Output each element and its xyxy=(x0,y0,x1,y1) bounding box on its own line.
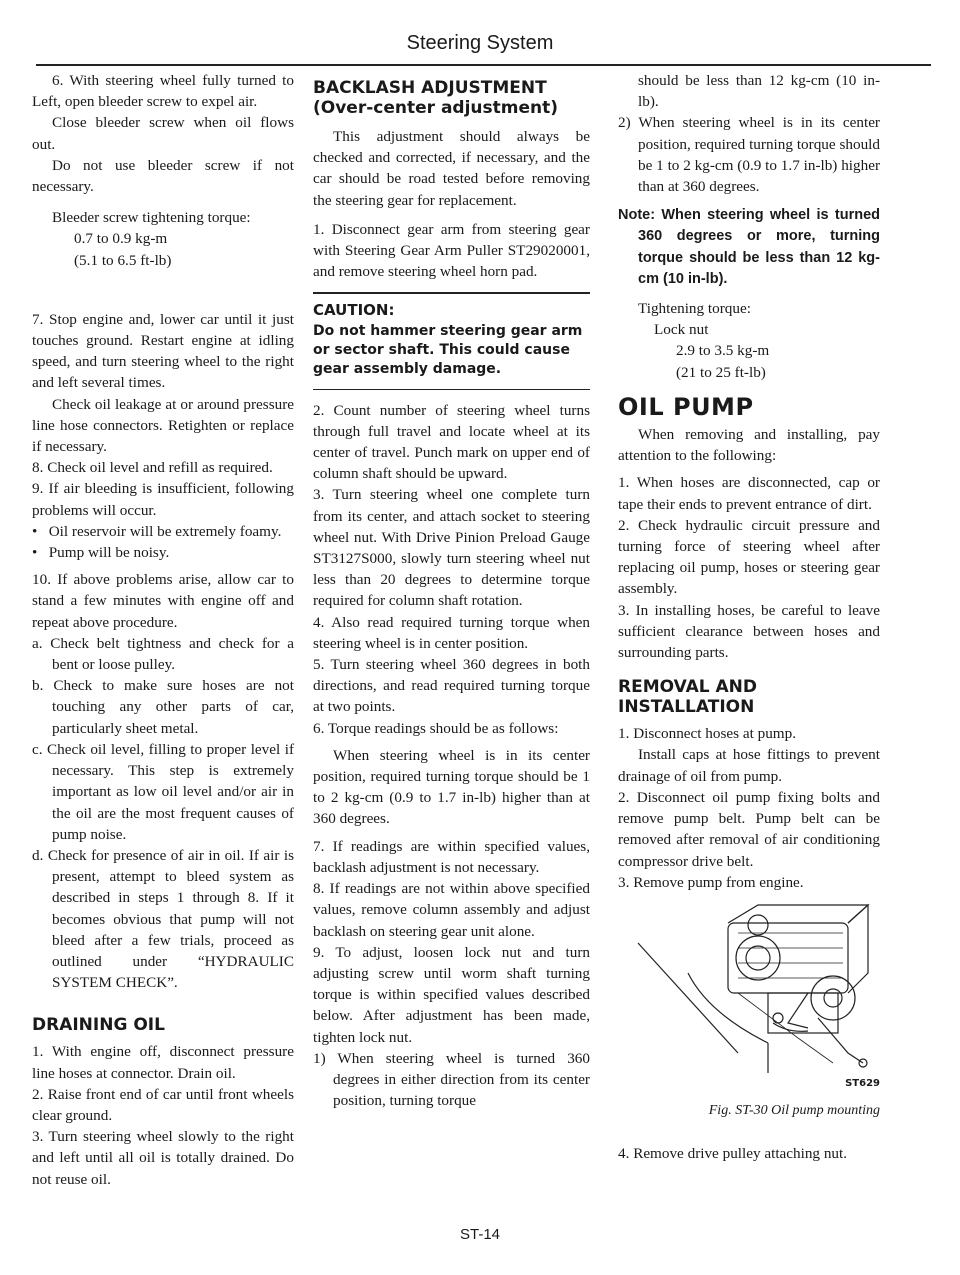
backlash-step-6: 6. Torque readings should be as follows: xyxy=(313,719,559,737)
lock-nut-torque-metric: 2.9 to 3.5 kg-m xyxy=(676,342,770,360)
tightening-torque-label: Tightening torque: xyxy=(638,300,751,318)
backlash-step-4: 4. Also read required turning torque when steering wheel is in center position. xyxy=(313,613,590,652)
oil-pump-step-2: 2. Check hydraulic circuit pressure and turning force of steering wheel after replacing oil pump, hoses or steering gear assembly. xyxy=(618,516,880,598)
removal-heading: REMOVAL AND xyxy=(618,677,758,698)
backlash-step-8: 8. If readings are not within above specified values, remove column assembly and adjust backlash on steering gear unit alone. xyxy=(313,880,590,940)
oil-pump-figure xyxy=(618,903,880,1073)
backlash-step-7: 7. If readings are within specified values, backlash adjustment is not necessary. xyxy=(313,837,590,876)
backlash-heading: BACKLASH ADJUSTMENT xyxy=(313,78,547,98)
bleeder-torque-metric: 0.7 to 0.9 kg-m xyxy=(74,230,168,248)
drain-step-2: 2. Raise front end of car until front wheels clear ground. xyxy=(32,1085,294,1124)
step-10-text: 10. If above problems arise, allow car to stand a few minutes with engine off and repeat above procedure. xyxy=(32,571,294,631)
lock-nut-torque-imperial: (21 to 25 ft-lb) xyxy=(676,363,766,381)
caution-text: Do not hammer steering gear arm or sector shaft. This could cause gear assembly damage. xyxy=(313,322,583,377)
removal-step-1: 1. Disconnect hoses at pump. xyxy=(618,725,797,743)
figure-caption: Fig. ST-30 Oil pump mounting xyxy=(708,1103,880,1119)
bleeder-torque-label: Bleeder screw tightening torque: xyxy=(52,209,251,227)
removal-step-3: 3. Remove pump from engine. xyxy=(618,873,804,891)
step-7-text: 7. Stop engine and, lower car until it just touches ground. Restart engine at idling speed, and turn steering wheel to the right and left several times. xyxy=(32,310,294,392)
drain-step-3: 3. Turn steering wheel slowly to the right and left until all oil is totally drained. Do not reuse oil. xyxy=(32,1128,294,1188)
oil-pump-heading: OIL PUMP xyxy=(618,392,754,421)
installation-heading: INSTALLATION xyxy=(618,697,755,718)
bullet-item: • Oil reservoir will be extremely foamy. xyxy=(32,522,282,540)
header-rule xyxy=(36,64,931,66)
backlash-subheading: (Over-center adjustment) xyxy=(313,98,558,118)
step-6-close-text: Close bleeder screw when oil flows out. xyxy=(32,114,294,153)
step-7-check-text: Check oil leakage at or around pressure line hose connectors. Retighten or replace if necessary. xyxy=(32,395,294,456)
column-right xyxy=(618,70,880,1165)
note-bold: Note: When steering wheel is turned 360 degrees or more, turning torque should be less than 12 kg-cm (10 in-lb). xyxy=(618,207,880,287)
step-9-text: 9. If air bleeding is insufficient, following problems will occur. xyxy=(32,480,294,519)
lock-nut-label: Lock nut xyxy=(654,321,709,339)
column-middle xyxy=(313,70,590,1111)
draining-oil-heading: DRAINING OIL xyxy=(32,1015,165,1036)
removal-step-1-detail: Install caps at hose fittings to prevent drainage of oil from pump. xyxy=(618,746,880,785)
backlash-step-5: 5. Turn steering wheel 360 degrees in both directions, and read required turning torque at two points. xyxy=(313,656,590,716)
note-1-continued: should be less than 12 kg-cm (10 in-lb). xyxy=(638,72,880,111)
oil-pump-step-1: 1. When hoses are disconnected, cap or tape their ends to prevent entrance of dirt. xyxy=(618,474,880,513)
step-6-note-text: Do not use bleeder screw if not necessary. xyxy=(32,156,294,196)
backlash-step-6-detail: When steering wheel is in its center position, required turning torque should be 1 to 2 kg-cm (0.9 to 1.7 in-lb) higher than at 360 degrees. xyxy=(313,746,590,828)
column-left xyxy=(32,70,294,1190)
oil-pump-step-3: 3. In installing hoses, be careful to leave sufficient clearance between hoses and surrounding parts. xyxy=(618,601,880,662)
drain-step-1: 1. With engine off, disconnect pressure line hoses at connector. Drain oil. xyxy=(32,1043,294,1082)
backlash-intro: This adjustment should always be checked and corrected, if necessary, and the car should be road tested before removing the steering gear for replacement. xyxy=(313,128,590,209)
backlash-step-1: 1. Disconnect gear arm from steering gear with Steering Gear Arm Puller ST29020001, and remove steering wheel horn pad. xyxy=(313,220,590,281)
step-6-text: 6. With steering wheel fully turned to Left, open bleeder screw to expel air. xyxy=(32,72,294,111)
backlash-note-1: 1) When steering wheel is turned 360 degrees in either direction from its center position, turning torque xyxy=(313,1049,590,1110)
note-2: 2) When steering wheel is in its center position, required turning torque should be 1 to 2 kg-cm (0.9 to 1.7 in-lb) higher than at 360 degrees. xyxy=(618,114,880,196)
letter-item-c: c. Check oil level, filling to proper level if necessary. This step is extremely important as low oil level and/or air in the oil are the most frequent causes of pump noise. xyxy=(32,740,295,843)
figure-reference: ST629 xyxy=(845,1077,880,1089)
backlash-step-3: 3. Turn steering wheel one complete turn from its center, and attach socket to steering wheel nut. With Drive Pinion Preload Gauge ST3127S000, slowly turn steering wheel nut less than 20 degrees to determine torque required for column shaft rotation. xyxy=(313,486,590,610)
bullet-item: • Pump will be noisy. xyxy=(32,544,170,562)
backlash-step-2: 2. Count number of steering wheel turns through full travel and locate wheel at its center of travel. Punch mark on upper end of column shaft should be upward. xyxy=(313,401,590,483)
page-number: ST-14 xyxy=(459,1226,501,1243)
letter-item-d: d. Check for presence of air in oil. If air is present, attempt to bleed system as described in steps 1 through 8. If it becomes obvious that pump will not bleed after a few trials, proceed as outlined under “HYDRAULIC SYSTEM CHECK”. xyxy=(32,846,295,992)
removal-step-2: 2. Disconnect oil pump fixing bolts and remove pump belt. Pump belt can be removed after removal of air conditioning compressor drive belt. xyxy=(618,788,880,870)
caution-title: CAUTION: xyxy=(313,301,395,320)
oil-pump-illustration xyxy=(618,903,880,1073)
bleeder-torque-imperial: (5.1 to 6.5 ft-lb) xyxy=(74,251,172,269)
step-8-text: 8. Check oil level and refill as required. xyxy=(32,459,273,477)
page-header-title: Steering System xyxy=(406,32,554,54)
letter-item-a: a. Check belt tightness and check for a bent or loose pulley. xyxy=(32,634,294,674)
backlash-step-9: 9. To adjust, loosen lock nut and turn adjusting screw until worm shaft turning torque is within specified values described below. After adjustment has been made, tighten lock nut. xyxy=(313,943,590,1046)
removal-step-4: 4. Remove drive pulley attaching nut. xyxy=(618,1145,848,1163)
oil-pump-intro: When removing and installing, pay attention to the following: xyxy=(618,426,880,465)
letter-item-b: b. Check to make sure hoses are not touching any other parts of car, particularly sheet metal. xyxy=(32,677,294,737)
